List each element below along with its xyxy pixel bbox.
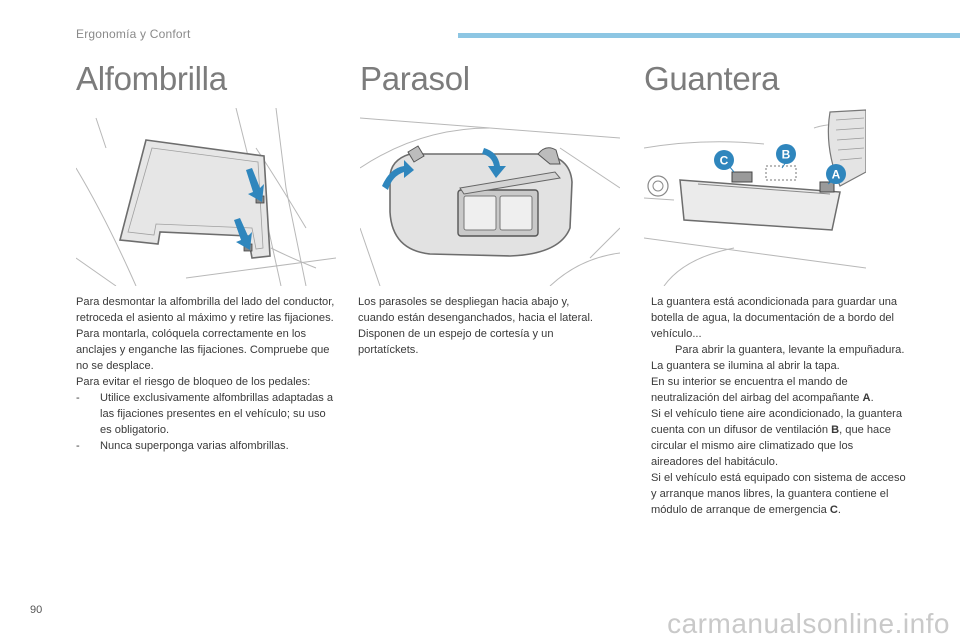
floor-mat-illustration: [76, 108, 336, 286]
paragraph: En su interior se encuentra el mando de neutralización del airbag del acompañante A.: [651, 376, 874, 404]
paragraph: Para montarla, colóquela correctamente en los anclajes y enganche las fijaciones. Compruebe que no se desplace.: [76, 328, 330, 372]
paragraph: La guantera está acondicionada para guardar una botella de agua, la documentación de a bordo del vehículo...: [651, 296, 898, 340]
guantera-text: [651, 294, 907, 518]
airbag-switch: [820, 182, 834, 192]
title-parasol: Parasol: [360, 60, 470, 97]
emergency-start-module: [732, 172, 752, 182]
ventilation-diffuser: [766, 166, 796, 180]
paragraph: La guantera se ilumina al abrir la tapa.: [651, 360, 840, 372]
paragraph: Los parasoles se despliegan hacia abajo y, cuando están desenganchados, hacia el lateral.: [358, 296, 593, 324]
sun-visor-illustration: [360, 108, 620, 286]
list-item: [651, 342, 907, 358]
glovebox-shape: [680, 180, 840, 230]
paragraph: Si el vehículo tiene aire acondicionado, la guantera cuenta con un difusor de ventilación B, que hace circular el mismo aire climatizado que los aireadores del habitáculo.: [651, 408, 903, 468]
header-accent-bar: [458, 33, 960, 38]
sun-visor-drawing: [360, 108, 620, 286]
glovebox-drawing: [644, 108, 866, 286]
list-item-text: Para abrir la guantera, levante la empuñadura.: [675, 344, 905, 356]
paragraph: Para desmontar la alfombrilla del lado del conductor, retroceda el asiento al máximo y retire las fijaciones.: [76, 296, 335, 324]
title-alfombrilla: Alfombrilla: [76, 60, 227, 97]
callout-a-label: A: [831, 167, 841, 182]
page-number: 90: [30, 604, 43, 616]
parasol-text: [358, 294, 598, 358]
paragraph: Disponen de un espejo de cortesía y un portatíckets.: [358, 328, 554, 356]
ref-a: A: [862, 392, 871, 404]
callout-b-label: B: [781, 147, 791, 162]
floor-mat-drawing: [76, 108, 336, 286]
callout-c-label: C: [719, 153, 729, 168]
ref-b: B: [831, 424, 840, 436]
title-guantera: Guantera: [644, 60, 780, 97]
paragraph: Para evitar el riesgo de bloqueo de los pedales:: [76, 376, 311, 388]
section-header: Ergonomía y Confort: [76, 27, 191, 41]
glovebox-illustration: [644, 108, 866, 286]
list-item-text: Nunca superponga varias alfombrillas.: [100, 440, 289, 452]
list-marker: -: [76, 392, 80, 404]
list-item: [76, 390, 338, 438]
list-item-text: Utilice exclusivamente alfombrillas adaptadas a las fijaciones presentes en el vehículo; su uso es obligatorio.: [100, 392, 334, 436]
paragraph: Si el vehículo está equipado con sistema de acceso y arranque manos libres, la guantera contiene el módulo de arranque de emergencia C.: [651, 472, 906, 516]
watermark: carmanualsonline.info: [667, 608, 950, 639]
list-marker: -: [76, 440, 80, 452]
alfombrilla-text: [76, 294, 338, 454]
list-item: [76, 438, 338, 454]
ref-c: C: [829, 504, 838, 516]
